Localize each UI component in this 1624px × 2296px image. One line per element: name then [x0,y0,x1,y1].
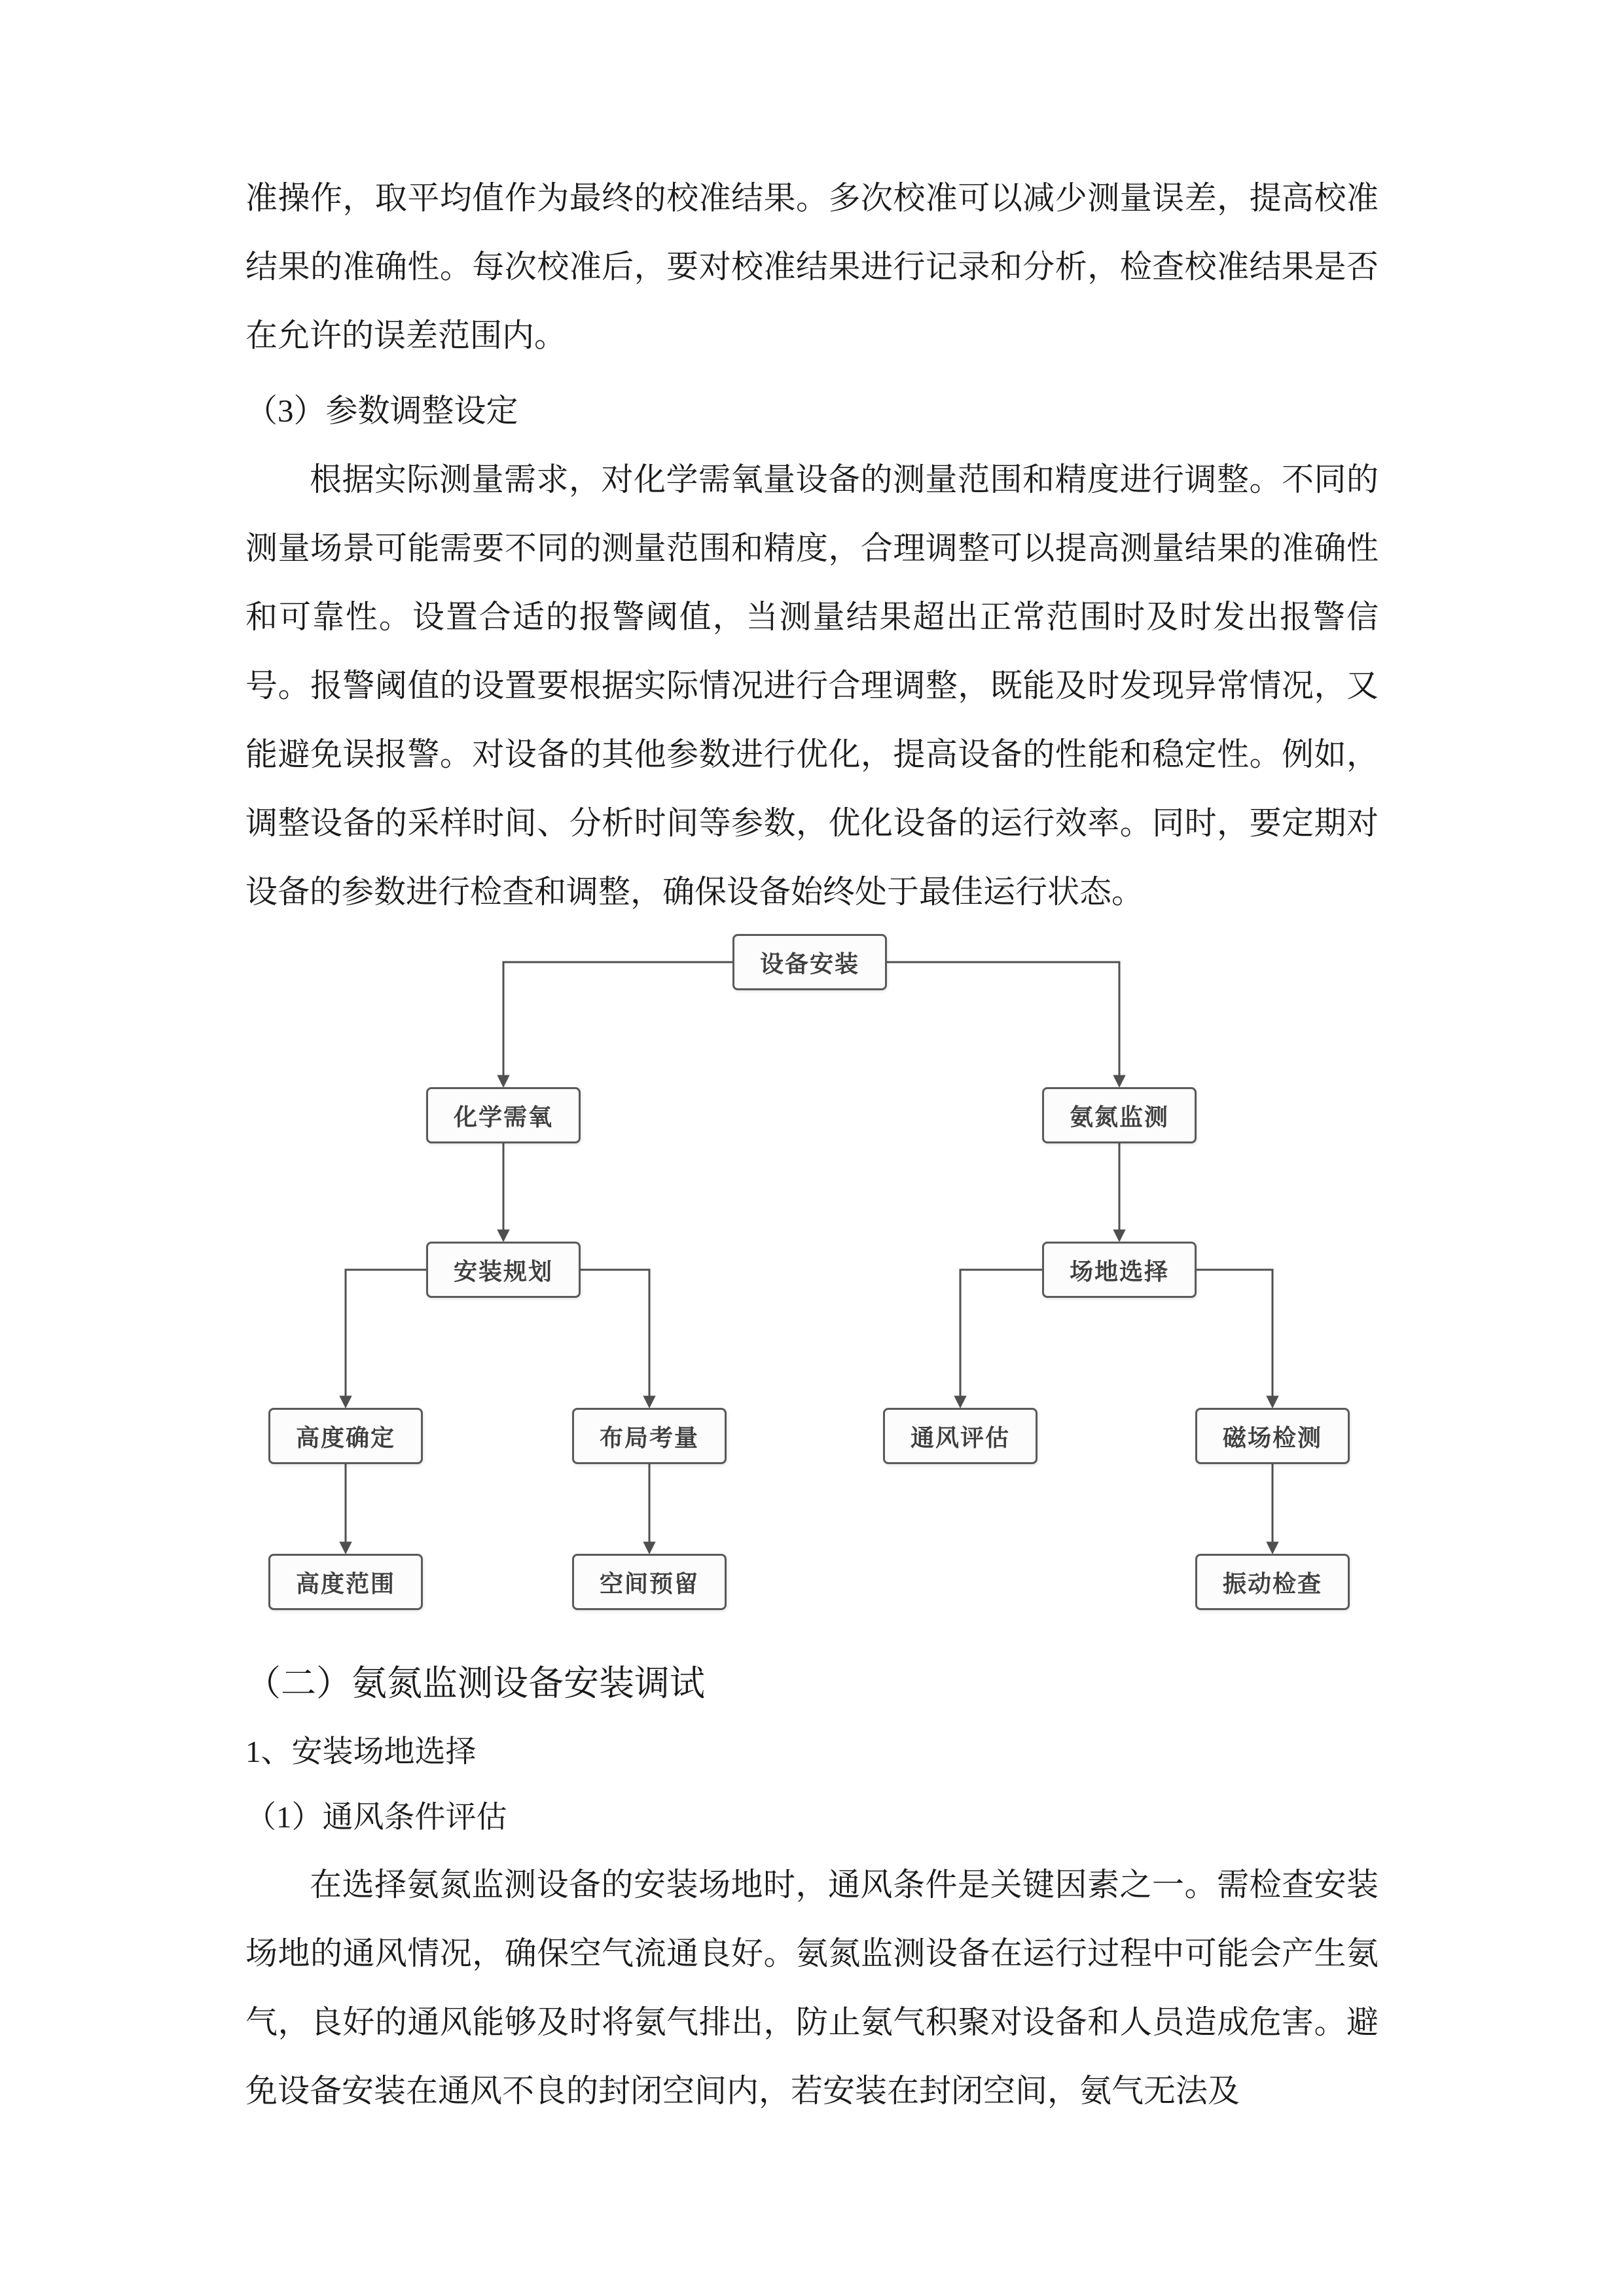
flowchart-node-cod: 化学需氧 [426,1087,581,1143]
flowchart-node-vibration-check: 振动检查 [1195,1554,1350,1610]
flowchart-node-install-plan: 安装规划 [426,1242,581,1298]
paragraph-calibration: 准操作，取平均值作为最终的校准结果。多次校准可以减少测量误差，提高校准结果的准确性。每次校准后，要对校准结果进行记录和分析，检查校准结果是否在允许的误差范围内。 [245,180,1379,353]
flowchart-node-site-select: 场地选择 [1042,1242,1197,1298]
flowchart [245,931,1379,1625]
flowchart-node-vent-assess: 通风评估 [883,1408,1038,1464]
flowchart-node-layout-consider: 布局考量 [572,1408,727,1464]
flowchart-node-ammonia-monitor: 氨氮监测 [1042,1087,1197,1143]
flowchart-node-space-reserve: 空间预留 [572,1554,727,1610]
flowchart-node-height-range: 高度范围 [268,1554,423,1610]
paragraph-ventilation: 在选择氨氮监测设备的安装场地时，通风条件是关键因素之一。需检查安装场地的通风情况，确保空气流通良好。氨氮监测设备在运行过程中可能会产生氨气，良好的通风能够及时将氨气排出，防止氨气积聚对设备和人员造成危害。避免设备安装在通风不良的封闭空间内，若安装在封闭空间，氨气无法及 [245,1867,1379,2109]
heading-parameter-adjustment: （3）参数调整设定 [245,393,518,429]
flowchart-node-height-determine: 高度确定 [268,1408,423,1464]
subheading-ventilation-assessment: （1）通风条件评估 [245,1801,507,1835]
paragraph-parameter-adjustment: 根据实际测量需求，对化学需氧量设备的测量范围和精度进行调整。不同的测量场景可能需要不同的测量范围和精度，合理调整可以提高测量结果的准确性和可靠性。设置合适的报警阈值，当测量结果超出正常范围时及时发出报警信号。报警阈值的设置要根据实际情况进行合理调整，既能及时发现异常情况，又能避免误报警。对设备的其他参数进行优化，提高设备的性能和稳定性。例如，调整设备的采样时间、分析时间等参数，优化设备的运行效率。同时，要定期对设备的参数进行检查和调整，确保设备始终处于最佳运行状态。 [245,461,1379,910]
section-heading-ammonia-install: （二）氨氮监测设备安装调试 [245,1664,705,1703]
subheading-site-selection: 1、安装场地选择 [245,1735,477,1769]
page-content [245,164,1379,2125]
flowchart-node-device-install: 设备安装 [732,934,887,990]
flowchart-connectors [245,931,1379,1625]
flowchart-node-magnetic-detect: 磁场检测 [1195,1408,1350,1464]
